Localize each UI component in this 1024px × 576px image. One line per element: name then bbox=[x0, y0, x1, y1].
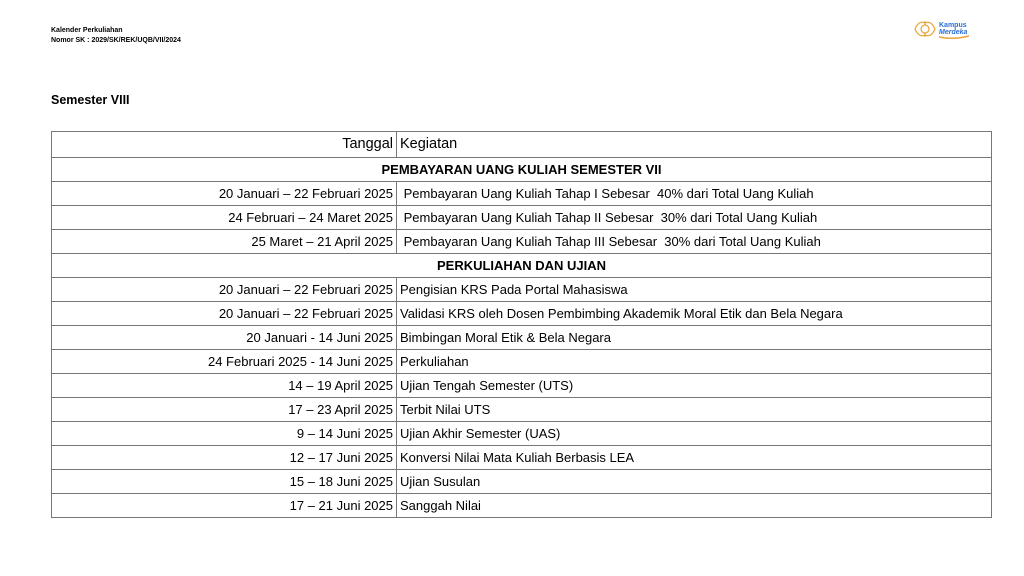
header-title: Kalender Perkuliahan bbox=[51, 27, 123, 34]
table-row bbox=[52, 230, 992, 254]
row-activity: Konversi Nilai Mata Kuliah Berbasis LEA bbox=[397, 446, 992, 470]
row-date: 20 Januari – 22 Februari 2025 bbox=[52, 302, 397, 326]
row-activity: Validasi KRS oleh Dosen Pembimbing Akademik Moral Etik dan Bela Negara bbox=[397, 302, 992, 326]
table-row bbox=[52, 326, 992, 350]
row-activity: Pembayaran Uang Kuliah Tahap I Sebesar 40% dari Total Uang Kuliah bbox=[397, 182, 992, 206]
row-date: 17 – 23 April 2025 bbox=[52, 398, 397, 422]
row-activity: Pengisian KRS Pada Portal Mahasiswa bbox=[397, 278, 992, 302]
row-activity: Sanggah Nilai bbox=[397, 494, 992, 518]
logo-text-line2: Merdeka bbox=[939, 29, 968, 36]
section-title: PERKULIAHAN DAN UJIAN bbox=[52, 254, 992, 278]
row-activity: Perkuliahan bbox=[397, 350, 992, 374]
row-date: 14 – 19 April 2025 bbox=[52, 374, 397, 398]
section-title: PEMBAYARAN UANG KULIAH SEMESTER VII bbox=[52, 158, 992, 182]
row-activity: Ujian Tengah Semester (UTS) bbox=[397, 374, 992, 398]
row-activity: Pembayaran Uang Kuliah Tahap III Sebesar 30% dari Total Uang Kuliah bbox=[397, 230, 992, 254]
row-date: 20 Januari - 14 Juni 2025 bbox=[52, 326, 397, 350]
table-row bbox=[52, 422, 992, 446]
table-row bbox=[52, 350, 992, 374]
calendar-table bbox=[51, 131, 992, 518]
row-date: 9 – 14 Juni 2025 bbox=[52, 422, 397, 446]
table-row bbox=[52, 374, 992, 398]
table-row bbox=[52, 206, 992, 230]
row-activity: Pembayaran Uang Kuliah Tahap II Sebesar 30% dari Total Uang Kuliah bbox=[397, 206, 992, 230]
semester-title: Semester VIII bbox=[51, 93, 130, 107]
row-date: 24 Februari 2025 - 14 Juni 2025 bbox=[52, 350, 397, 374]
kampus-merdeka-emblem-icon bbox=[913, 17, 983, 41]
table-row bbox=[52, 446, 992, 470]
table-row bbox=[52, 278, 992, 302]
row-activity: Ujian Susulan bbox=[397, 470, 992, 494]
logo-text-line1: Kampus bbox=[939, 22, 967, 29]
kampus-merdeka-logo bbox=[913, 17, 983, 41]
row-activity: Ujian Akhir Semester (UAS) bbox=[397, 422, 992, 446]
column-header-activity: Kegiatan bbox=[397, 132, 992, 158]
section-row bbox=[52, 158, 992, 182]
row-activity: Bimbingan Moral Etik & Bela Negara bbox=[397, 326, 992, 350]
table-row bbox=[52, 182, 992, 206]
table-row bbox=[52, 494, 992, 518]
section-row bbox=[52, 254, 992, 278]
table-row bbox=[52, 470, 992, 494]
row-activity: Terbit Nilai UTS bbox=[397, 398, 992, 422]
row-date: 12 – 17 Juni 2025 bbox=[52, 446, 397, 470]
header-decree-number: Nomor SK : 2029/SK/REK/UQB/VII/2024 bbox=[51, 37, 181, 44]
row-date: 15 – 18 Juni 2025 bbox=[52, 470, 397, 494]
table-row bbox=[52, 398, 992, 422]
row-date: 20 Januari – 22 Februari 2025 bbox=[52, 278, 397, 302]
table-row bbox=[52, 302, 992, 326]
table-header-row bbox=[52, 132, 992, 158]
column-header-date: Tanggal bbox=[52, 132, 397, 158]
row-date: 17 – 21 Juni 2025 bbox=[52, 494, 397, 518]
document-header bbox=[51, 26, 181, 46]
row-date: 24 Februari – 24 Maret 2025 bbox=[52, 206, 397, 230]
row-date: 25 Maret – 21 April 2025 bbox=[52, 230, 397, 254]
row-date: 20 Januari – 22 Februari 2025 bbox=[52, 182, 397, 206]
